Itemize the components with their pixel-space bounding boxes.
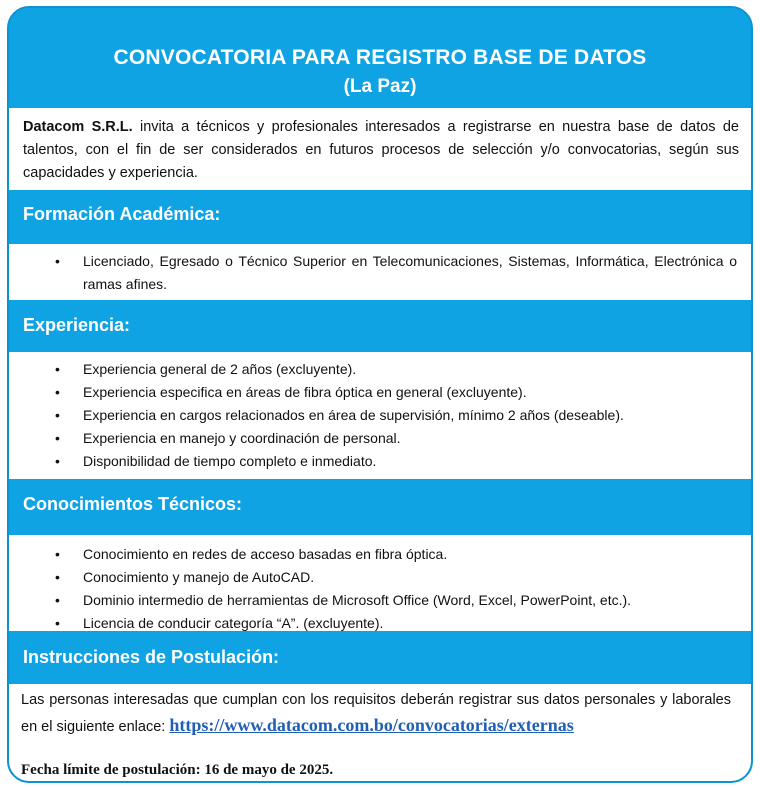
list-item: • Experiencia general de 2 años (excluyente). — [9, 358, 751, 381]
list-item: • Experiencia en cargos relacionados en área de supervisión, mínimo 2 años (deseable). — [9, 404, 751, 427]
list-item: • Conocimiento en redes de acceso basadas en fibra óptica. — [9, 543, 751, 566]
section-heading-experiencia: Experiencia: — [23, 315, 131, 335]
section-heading-instrucciones: Instrucciones de Postulación: — [23, 647, 280, 667]
list-item: • Disponibilidad de tiempo completo e inmediato. — [9, 450, 751, 473]
section-formacion — [9, 244, 751, 300]
intro-text: invita a técnicos y profesionales interesados a registrarse en nuestra base de datos de talentos, con el fin de ser considerados en futuros procesos de selección y/o convocatorias, según sus capacidades y experiencia. — [23, 119, 739, 181]
intro-paragraph — [9, 108, 751, 190]
job-posting-card — [7, 6, 753, 783]
section-experiencia — [9, 352, 751, 479]
list-item: • Experiencia especifica en áreas de fibra óptica en general (excluyente). — [9, 381, 751, 404]
section-heading-formacion: Formación Académica: — [23, 204, 221, 224]
page-subtitle: (La Paz) — [343, 76, 417, 97]
header — [9, 46, 751, 98]
list-item: • Conocimiento y manejo de AutoCAD. — [9, 566, 751, 589]
deadline-text: Fecha límite de postulación: 16 de mayo de 2025. — [21, 762, 334, 778]
list-item: • Licenciado, Egresado o Técnico Superior en Telecomunicaciones, Sistemas, Informática, Electrónica o ramas afines. — [9, 250, 751, 296]
page-title: CONVOCATORIA PARA REGISTRO BASE DE DATOS — [113, 46, 647, 69]
instructions-text: Las personas interesadas que cumplan con los requisitos deberán registrar sus datos personales y laborales en el siguiente enlace: — [21, 692, 731, 735]
list-item: • Licencia de conducir categoría “A”. (excluyente). — [9, 612, 751, 635]
section-conocimientos — [9, 535, 751, 631]
list-item: • Experiencia en manejo y coordinación de personal. — [9, 427, 751, 450]
section-instrucciones — [9, 684, 751, 781]
company-name: Datacom S.R.L. — [23, 119, 133, 135]
section-heading-conocimientos: Conocimientos Técnicos: — [23, 494, 243, 514]
application-link[interactable]: https://www.datacom.com.bo/convocatorias/externas — [169, 715, 574, 735]
list-item: • Dominio intermedio de herramientas de Microsoft Office (Word, Excel, PowerPoint, etc.). — [9, 589, 751, 612]
